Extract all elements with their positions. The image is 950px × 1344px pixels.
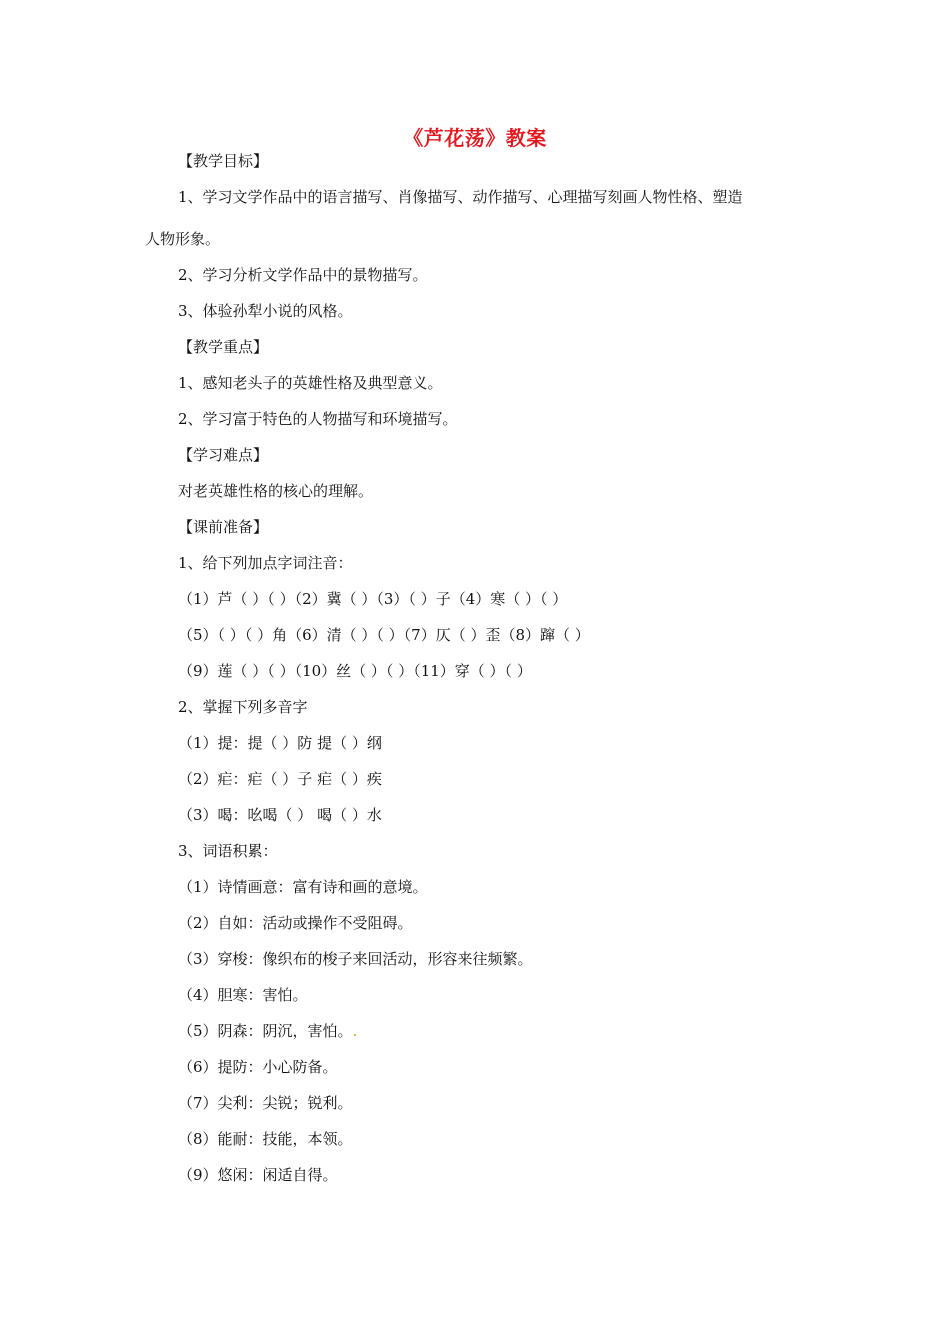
- vocabulary-item: （8）能耐：技能，本领。: [178, 1130, 353, 1148]
- vocabulary-question-title: 3、词语积累：: [178, 842, 278, 860]
- heading-class-preparation: 【课前准备】: [178, 518, 269, 536]
- vocabulary-item-wrapper: [178, 1021, 356, 1041]
- heading-teaching-focus: 【教学重点】: [178, 338, 269, 356]
- pinyin-row-2: （5）（ ）（ ）角（6）清（ ）（ ）（7）仄（ ）歪（8）蹿（ ）: [178, 626, 590, 644]
- pinyin-row-3: （9）莲（ ）（ ）（10）丝（ ）（ ）（11）穿（ ）（ ）: [178, 662, 532, 680]
- goal-item-2: 2、学习分析文学作品中的景物描写。: [178, 266, 428, 284]
- vocabulary-item: （1）诗情画意：富有诗和画的意境。: [178, 878, 428, 896]
- polyphone-question-title: 2、掌握下列多音字: [178, 698, 308, 716]
- polyphone-row-2: （2）疟：疟（ ）子 疟（ ）疾: [178, 770, 382, 788]
- goal-item-3: 3、体验孙犁小说的风格。: [178, 302, 353, 320]
- vocabulary-item: （9）悠闲：闲适自得。: [178, 1166, 338, 1184]
- vocabulary-item: （6）提防：小心防备。: [178, 1058, 338, 1076]
- vocabulary-item: （7）尖利：尖锐；锐利。: [178, 1094, 353, 1112]
- pinyin-question-title: 1、给下列加点字词注音：: [178, 554, 353, 572]
- focus-item-1: 1、感知老头子的英雄性格及典型意义。: [178, 374, 443, 392]
- goal-item-1-continued: 人物形象。: [145, 230, 221, 248]
- vocabulary-item: （5）阴森：阴沉，害怕。: [178, 1022, 353, 1040]
- goal-item-1: 1、学习文学作品中的语言描写、肖像描写、动作描写、心理描写刻画人物性格、塑造: [178, 188, 743, 206]
- focus-item-2: 2、学习富于特色的人物描写和环境描写。: [178, 410, 458, 428]
- heading-teaching-goals: 【教学目标】: [178, 152, 269, 170]
- difficulty-text: 对老英雄性格的核心的理解。: [178, 482, 374, 500]
- vocabulary-item: （4）胆寒：害怕。: [178, 986, 308, 1004]
- vocabulary-item: （3）穿梭：像织布的梭子来回活动，形容来往频繁。: [178, 950, 533, 968]
- pinyin-row-1: （1）芦（ ）（ ）（2）冀（ ）（3）（ ）子（4）寒（ ）（ ）: [178, 590, 568, 608]
- polyphone-row-1: （1）提：提（ ）防 提（ ）纲: [178, 734, 382, 752]
- heading-learning-difficulty: 【学习难点】: [178, 446, 269, 464]
- polyphone-row-3: （3）喝：吆喝（ ） 喝（ ）水: [178, 806, 382, 824]
- highlight-mark: [354, 1034, 356, 1036]
- vocabulary-item: （2）自如：活动或操作不受阻碍。: [178, 914, 413, 932]
- document-title: 《芦花荡》教案: [403, 126, 547, 150]
